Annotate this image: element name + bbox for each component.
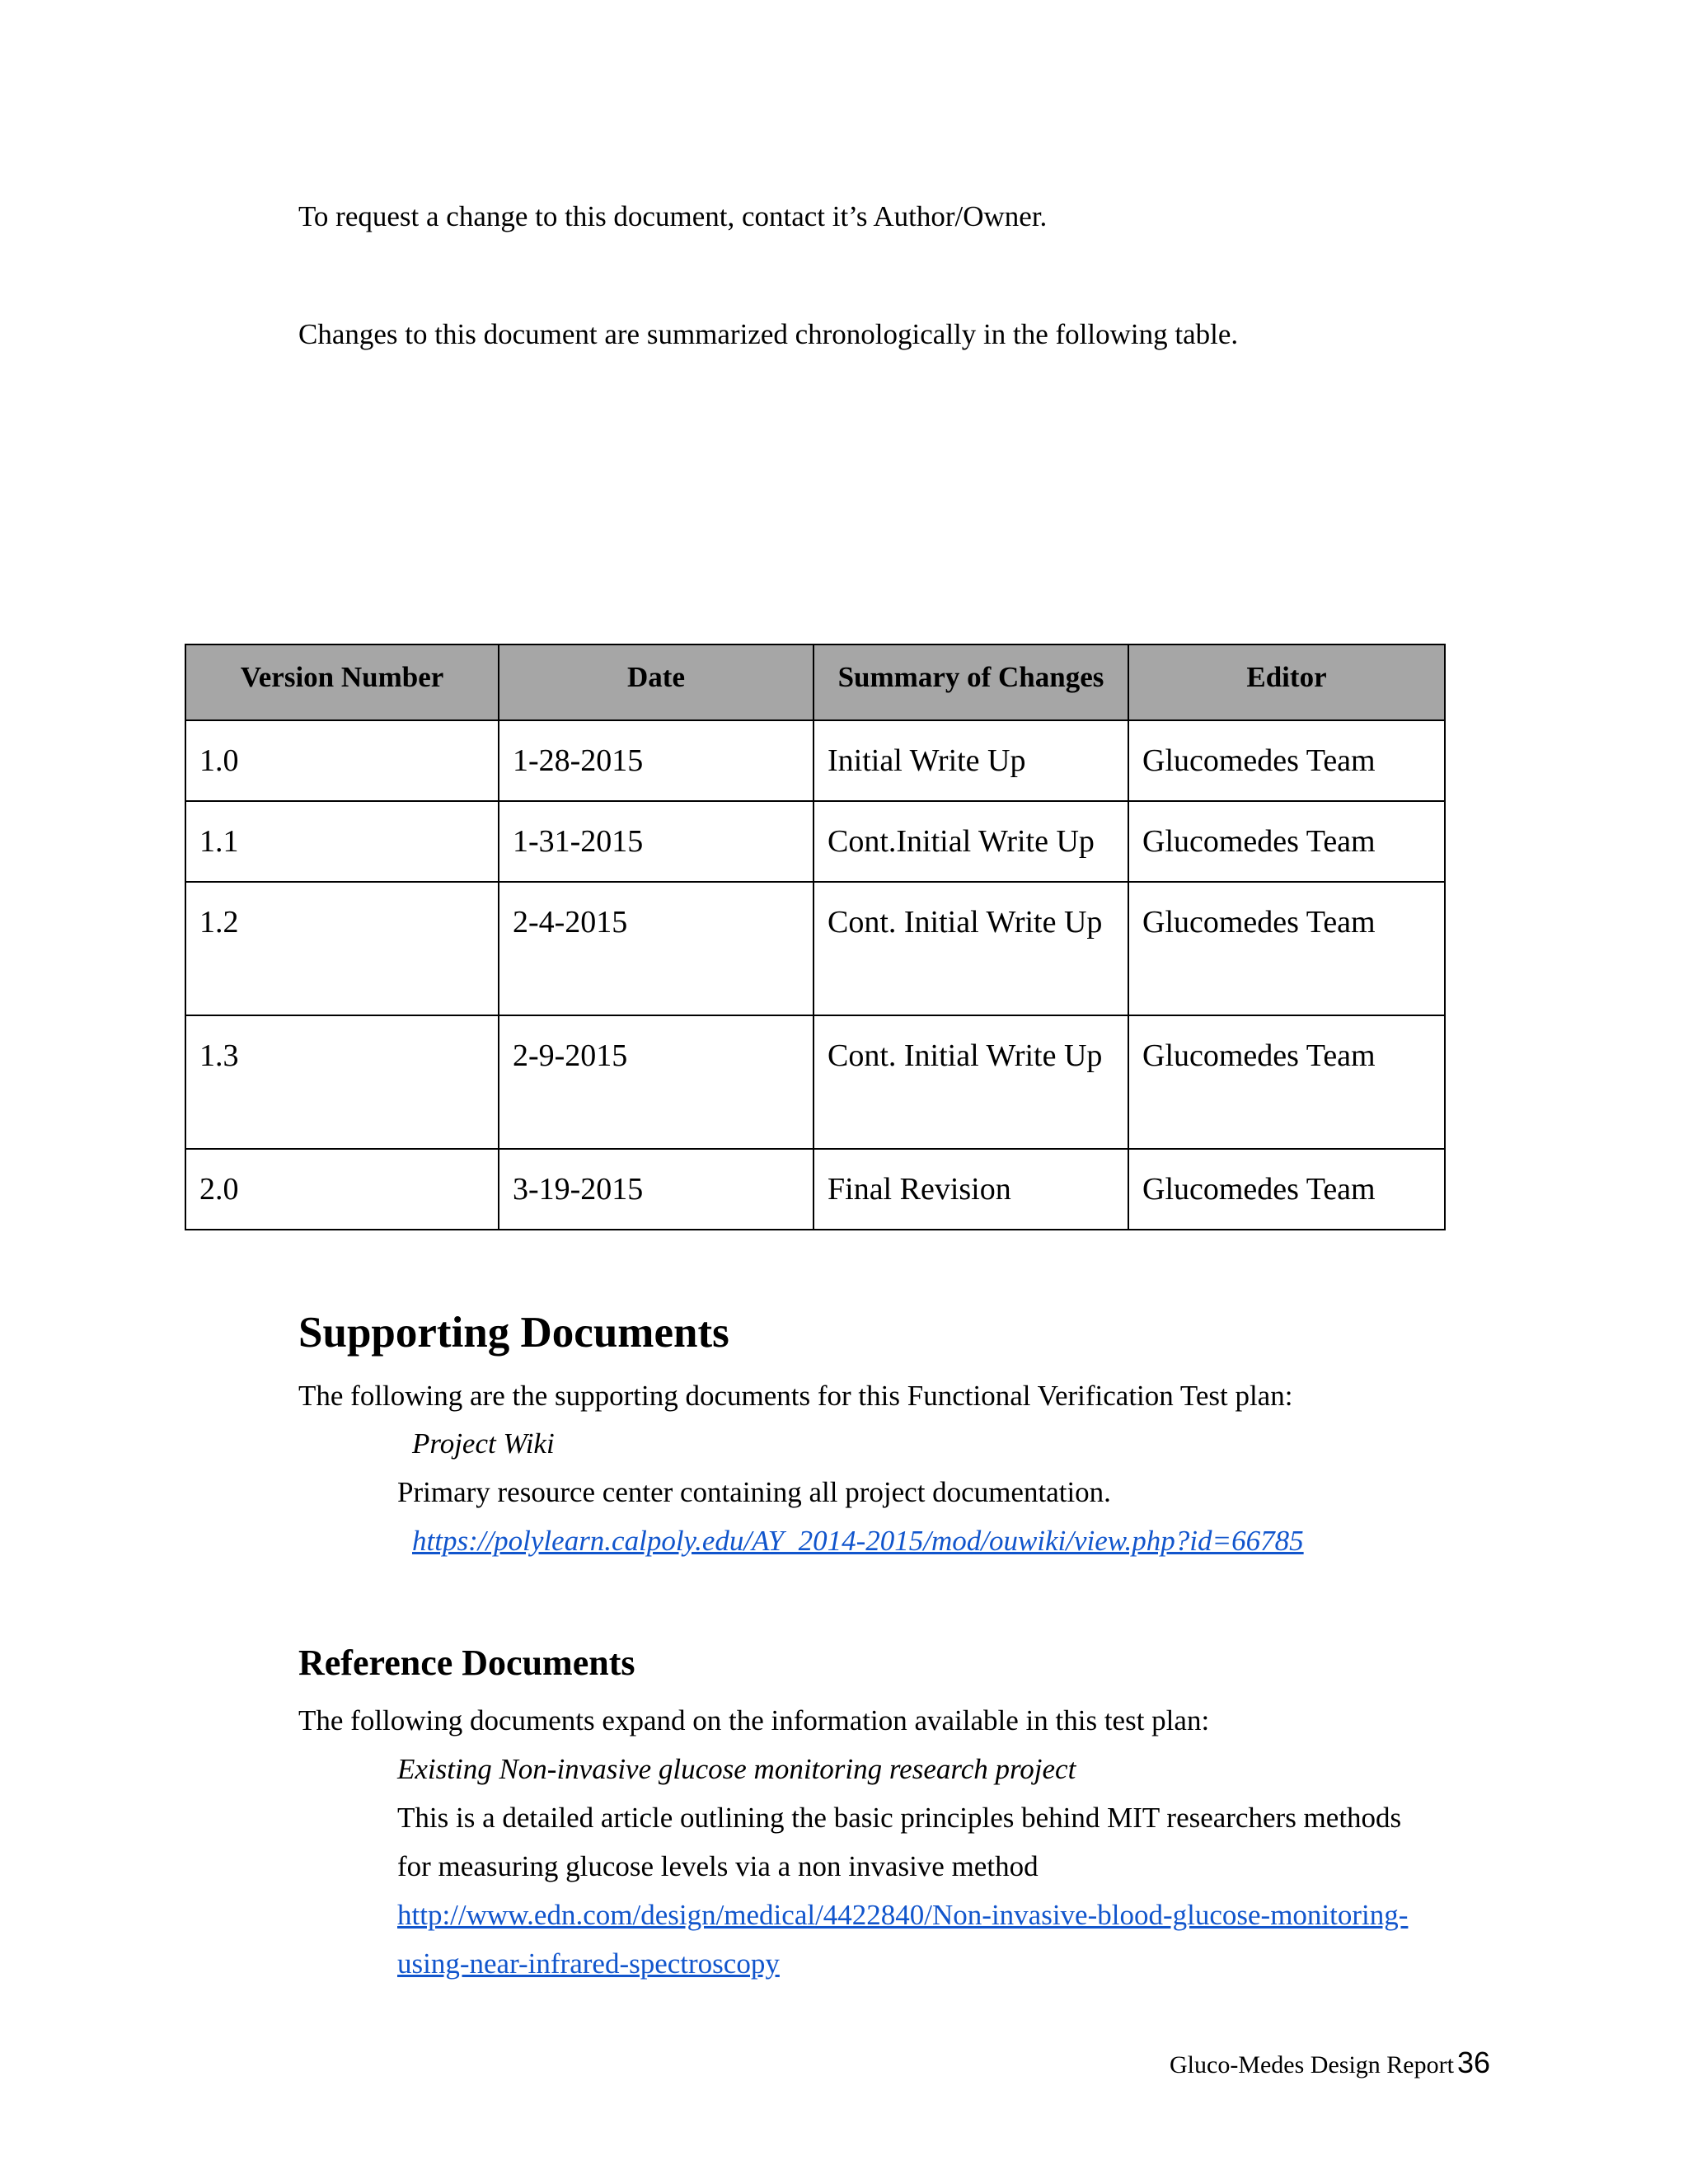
page-footer: [1170, 2046, 1490, 2080]
table-row: [185, 1015, 1445, 1149]
cell-editor: Glucomedes Team: [1128, 801, 1445, 882]
cell-version: 1.1: [185, 801, 499, 882]
cell-summary: Final Revision: [814, 1149, 1128, 1230]
cell-editor: Glucomedes Team: [1128, 1015, 1445, 1149]
reference-doc-description-line1: This is a detailed article outlining the basic principles behind MIT researchers methods: [397, 1802, 1402, 1834]
table-row: [185, 882, 1445, 1015]
cell-version: 1.2: [185, 882, 499, 1015]
cell-summary: Initial Write Up: [814, 720, 1128, 801]
cell-summary: Cont.Initial Write Up: [814, 801, 1128, 882]
changes-summary-text: Changes to this document are summarized chronologically in the following table.: [298, 318, 1239, 350]
reference-doc-description-line2: for measuring glucose levels via a non invasive method: [397, 1850, 1039, 1882]
header-version-number: Version Number: [185, 644, 499, 720]
project-wiki-link[interactable]: https://polylearn.calpoly.edu/AY_2014-2015/mod/ouwiki/view.php?id=66785: [412, 1525, 1304, 1557]
cell-version: 1.3: [185, 1015, 499, 1149]
supporting-documents-heading: Supporting Documents: [298, 1309, 729, 1357]
reference-documents-heading: Reference Documents: [298, 1643, 635, 1683]
header-editor: Editor: [1128, 644, 1445, 720]
table-row: [185, 720, 1445, 801]
table-header-row: [185, 644, 1445, 720]
cell-version: 1.0: [185, 720, 499, 801]
revision-history-table: [185, 644, 1446, 1230]
cell-date: 1-31-2015: [499, 801, 814, 882]
project-wiki-title: Project Wiki: [412, 1427, 555, 1460]
cell-editor: Glucomedes Team: [1128, 720, 1445, 801]
supporting-documents-intro: The following are the supporting documents for this Functional Verification Test plan:: [298, 1380, 1293, 1412]
cell-summary: Cont. Initial Write Up: [814, 882, 1128, 1015]
cell-summary: Cont. Initial Write Up: [814, 1015, 1128, 1149]
cell-date: 2-4-2015: [499, 882, 814, 1015]
cell-editor: Glucomedes Team: [1128, 1149, 1445, 1230]
table-row: [185, 801, 1445, 882]
project-wiki-description: Primary resource center containing all project documentation.: [397, 1476, 1111, 1508]
page-number: 36: [1456, 2046, 1490, 2079]
cell-date: 3-19-2015: [499, 1149, 814, 1230]
cell-version: 2.0: [185, 1149, 499, 1230]
table-row: [185, 1149, 1445, 1230]
cell-date: 1-28-2015: [499, 720, 814, 801]
reference-doc-link-line1[interactable]: http://www.edn.com/design/medical/4422840/Non-invasive-blood-glucose-monitoring-: [397, 1899, 1409, 1931]
reference-documents-intro: The following documents expand on the information available in this test plan:: [298, 1704, 1210, 1736]
cell-editor: Glucomedes Team: [1128, 882, 1445, 1015]
reference-doc-title: Existing Non-invasive glucose monitoring research project: [397, 1753, 1076, 1785]
reference-doc-link-line2[interactable]: using-near-infrared-spectroscopy: [397, 1947, 780, 1980]
header-date: Date: [499, 644, 814, 720]
footer-title: Gluco-Medes Design Report: [1170, 2051, 1454, 2079]
change-request-text: To request a change to this document, contact it’s Author/Owner.: [298, 200, 1048, 232]
cell-date: 2-9-2015: [499, 1015, 814, 1149]
header-summary-of-changes: Summary of Changes: [814, 644, 1128, 720]
